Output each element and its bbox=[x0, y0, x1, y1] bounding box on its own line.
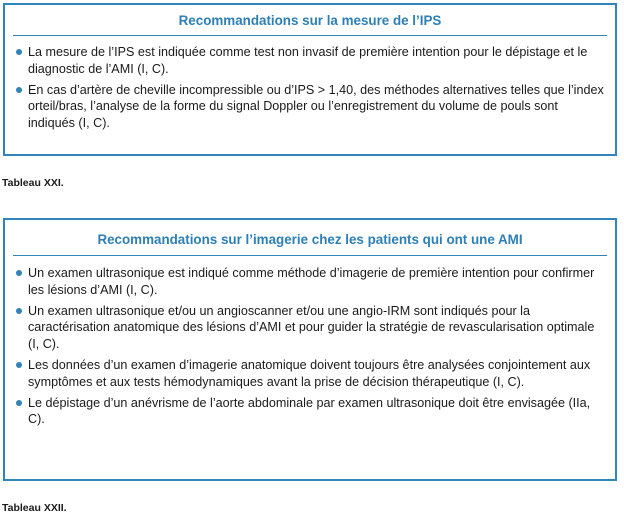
recommendation-box-ips bbox=[3, 3, 617, 156]
bullet-icon bbox=[16, 270, 22, 276]
list-item-text: Les données d’un examen d’imagerie anatomique doivent toujours être analysées conjointement aux symptômes et aux tests hémodynamiques avant la prise de décision thérapeutique (I, C). bbox=[28, 357, 591, 389]
list-item bbox=[16, 357, 607, 391]
recommendation-box-imaging bbox=[3, 218, 617, 481]
recommendation-list bbox=[5, 36, 615, 132]
bullet-icon bbox=[16, 400, 22, 406]
list-item-text: Un examen ultrasonique est indiqué comme méthode d’imagerie de première intention pour confirmer les lésions d’AMI (I, C). bbox=[28, 266, 595, 297]
box-title: Recommandations sur la mesure de l’IPS bbox=[13, 5, 607, 36]
list-item bbox=[16, 82, 607, 132]
bullet-icon bbox=[16, 49, 22, 55]
table-caption: Tableau XXII. bbox=[2, 502, 67, 514]
list-item-text: Le dépistage d’un anévrisme de l’aorte abdominale par examen ultrasonique doit être envisagée (IIa, C). bbox=[28, 395, 591, 427]
bullet-icon bbox=[16, 362, 22, 368]
table-caption: Tableau XXI. bbox=[2, 177, 64, 189]
recommendation-list bbox=[5, 256, 615, 428]
bullet-icon bbox=[16, 87, 22, 93]
list-item bbox=[16, 265, 607, 299]
list-item-text: Un examen ultrasonique et/ou un angioscanner et/ou une angio-IRM sont indiqués pour la caractérisation anatomique des lésions d’AMI et pour guider la stratégie de revascularisation optimale (I, C). bbox=[28, 303, 595, 352]
list-item-text: En cas d’artère de cheville incompressible ou d’IPS > 1,40, des méthodes alternatives telles que l’index orteil/bras, l’analyse de la forme du signal Doppler ou l’enregistrement du volume de pouls sont indiqués (I, C). bbox=[28, 82, 604, 131]
bullet-icon bbox=[16, 308, 22, 314]
list-item bbox=[16, 44, 607, 78]
box-title: Recommandations sur l’imagerie chez les patients qui ont une AMI bbox=[13, 220, 607, 256]
list-item-text: La mesure de l’IPS est indiquée comme test non invasif de première intention pour le dépistage et le diagnostic de l’AMI (I, C). bbox=[28, 45, 588, 76]
list-item bbox=[16, 395, 607, 429]
list-item bbox=[16, 303, 607, 353]
